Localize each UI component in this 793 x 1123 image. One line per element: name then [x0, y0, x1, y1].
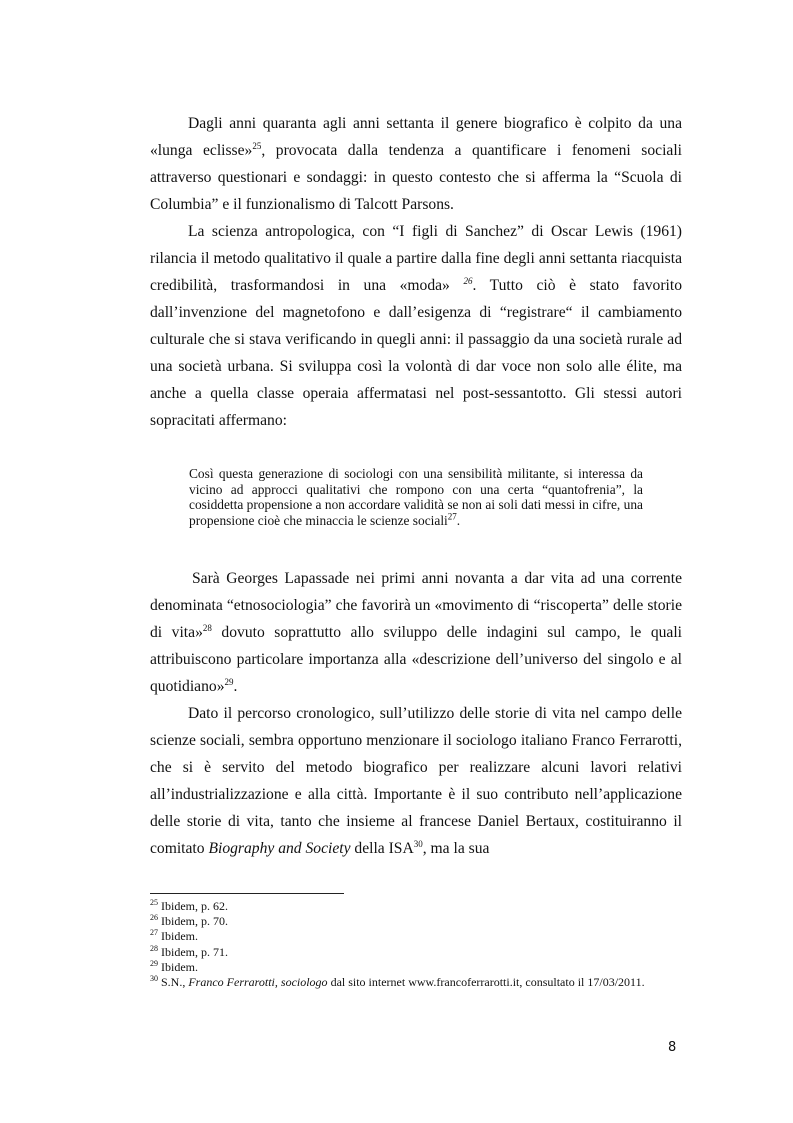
- block-quote: [189, 466, 643, 528]
- paragraph-4: [150, 700, 682, 862]
- footnote-number: 26: [150, 913, 158, 923]
- page-number: 8: [668, 1040, 677, 1055]
- footnote-27: [150, 929, 682, 944]
- footnote-ref-27[interactable]: 27: [447, 511, 457, 522]
- footnote-25: [150, 899, 682, 914]
- footnote-text-b: dal sito internet www.francoferrarotti.it, consultato il 17/03/2011.: [327, 975, 645, 990]
- footnote-title: Franco Ferrarotti, sociologo: [188, 975, 328, 990]
- paragraph-4-text-b: della ISA: [350, 840, 414, 857]
- committee-name: Biography and Society: [208, 840, 351, 857]
- footnote-26: [150, 914, 682, 929]
- footnote-number: 29: [150, 958, 158, 968]
- body-text-top: [150, 110, 682, 434]
- footnote-number: 27: [150, 928, 158, 938]
- footnote-28: [150, 945, 682, 960]
- paragraph-1: [150, 110, 682, 218]
- paragraph-2-text-b: . Tutto ciò è stato favorito dall’invenzione del magnetofono e dall’esigenza di “registrare“ il cambiamento culturale che si stava verificando in quegli anni: il passaggio da una società rurale ad una società urbana. Si sviluppa così la volontà di dar voce non solo alle élite, ma anche a quella classe operaia affermatasi nel post-sessantotto. Gli stessi autori sopracitati affermano:: [150, 277, 682, 429]
- footnote-29: [150, 960, 682, 975]
- footnote-ref-30[interactable]: 30: [413, 838, 423, 849]
- footnote-ref-25[interactable]: 25: [252, 140, 262, 151]
- footnote-text: Ibidem.: [161, 929, 198, 944]
- paragraph-4-text-c: , ma la sua: [422, 840, 490, 857]
- footnote-text: Ibidem, p. 70.: [161, 914, 228, 929]
- paragraph-3-text-b: dovuto soprattutto allo sviluppo delle indagini sul campo, le quali attribuiscono particolare importanza alla «descrizione dell’universo del singolo e al quotidiano»: [150, 624, 683, 695]
- footnote-separator: [150, 893, 344, 894]
- block-quote-end: .: [456, 512, 461, 528]
- footnote-number: 30: [150, 974, 158, 984]
- block-quote-text: Così questa generazione di sociologi con una sensibilità militante, si interessa da vicino ad approcci qualitativi che rompono con una certa “quantofrenia”, la cosiddetta propensione a non accordare validità se non ai soli dati messi in cifre, una propensione cioè che minaccia le scienze sociali: [189, 466, 643, 528]
- paragraph-2: [150, 218, 682, 434]
- paragraph-2-text-a: La scienza antropologica, con “I figli di Sanchez” di Oscar Lewis (1961) rilancia il metodo qualitativo il quale a partire dalla fine degli anni settanta riacquista credibilità, trasformandosi in una «moda»: [150, 223, 682, 294]
- footnote-ref-29[interactable]: 29: [224, 676, 234, 687]
- footnote-30: [150, 975, 682, 990]
- paragraph-3: [150, 565, 682, 700]
- paragraph-4-text-a: Dato il percorso cronologico, sull’utilizzo delle storie di vita nel campo delle scienze sociali, sembra opportuno menzionare il sociologo italiano Franco Ferrarotti, che si è servito del metodo biografico per realizzare alcuni lavori relativi all’industrializzazione e alla città. Importante è il suo contributo nell’applicazione delle storie di vita, tanto che insieme al francese Daniel Bertaux, costituiranno il comitato: [150, 705, 682, 857]
- paragraph-3-text-a: Sarà Georges Lapassade nei primi anni novanta a dar vita ad una corrente denominata “etnosociologia” che favorirà un «movimento di “riscoperta” delle storie di vita»: [150, 570, 682, 641]
- footnote-ref-28[interactable]: 28: [202, 622, 212, 633]
- footnote-text: Ibidem.: [161, 959, 198, 974]
- footnote-number: 28: [150, 943, 158, 953]
- footnote-text: Ibidem, p. 62.: [161, 899, 228, 913]
- footnote-number: 25: [150, 898, 158, 907]
- footnotes: [150, 899, 682, 990]
- footnote-ref-26[interactable]: 26: [463, 275, 473, 286]
- body-text-bottom: [150, 565, 682, 862]
- paragraph-1-text-b: , provocata dalla tendenza a quantificare i fenomeni sociali attraverso questionari e sondaggi: in questo contesto che si afferma la “Scuola di Columbia” e il funzionalismo di Talcott Parsons.: [150, 142, 682, 213]
- paragraph-3-text-c: .: [233, 678, 238, 695]
- paragraph-1-text-a: Dagli anni quaranta agli anni settanta il genere biografico è colpito da una «lunga eclisse»: [150, 115, 682, 159]
- footnote-text: Ibidem, p. 71.: [161, 944, 228, 959]
- footnote-text-a: S.N.,: [161, 975, 189, 990]
